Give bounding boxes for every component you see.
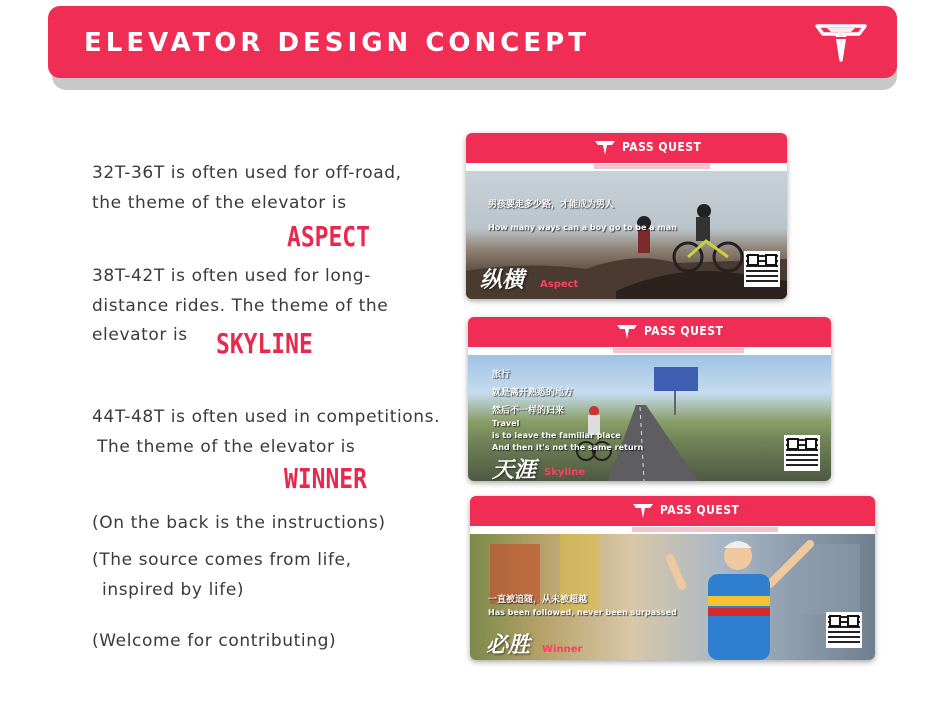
- caption-cn-line3: 然后不一样的归来: [492, 406, 565, 416]
- card-subheader: [466, 163, 787, 171]
- photo-road-rider: [468, 355, 831, 481]
- qr-code-icon: [744, 251, 780, 287]
- text-offroad-line1: 32T-36T is often used for off-road,: [92, 163, 402, 183]
- text-longdistance-line3: elevator is: [92, 325, 188, 345]
- caption-cn-line2: 就是离开熟悉的地方: [492, 388, 574, 398]
- qr-code-icon: [826, 612, 862, 648]
- text-competition-line1: 44T-48T is often used in competitions.: [92, 407, 441, 427]
- caption-cn: 一直被追随，从未被超越: [488, 595, 588, 605]
- theme-cn-aspect: 纵横: [480, 267, 525, 293]
- card-subheader: [470, 526, 875, 534]
- text-longdistance-line1: 38T-42T is often used for long-: [92, 266, 371, 286]
- card-header: [468, 317, 831, 347]
- photo-winning-cyclist: [470, 534, 875, 660]
- theme-winner: WINNER: [284, 462, 367, 495]
- theme-skyline: SKYLINE: [216, 327, 313, 360]
- caption-en: How many ways can a boy go to be a man: [488, 223, 677, 232]
- card-title: PASS QUEST: [644, 324, 724, 338]
- card-skyline: [468, 317, 831, 481]
- text-source-line2: inspired by life): [102, 580, 245, 600]
- text-competition-line2: The theme of the elevator is: [97, 437, 356, 457]
- theme-cn-winner: 必胜: [486, 632, 531, 658]
- text-offroad-line2: the theme of the elevator is: [92, 193, 347, 213]
- theme-en-skyline: Skyline: [544, 467, 586, 478]
- text-source-line1: (The source comes from life,: [92, 550, 352, 570]
- card-aspect: [466, 133, 787, 299]
- theme-cn-skyline: 天涯: [492, 457, 537, 481]
- card-title: PASS QUEST: [660, 503, 740, 517]
- caption-cn: 男孩要走多少路，才能成为男人: [488, 200, 615, 210]
- tt-brand-logo-icon: [813, 20, 869, 64]
- card-header: [466, 133, 787, 163]
- title-banner: [48, 6, 897, 78]
- caption-en-line3: And then it's not the same return: [492, 443, 644, 452]
- caption-en-line1: Travel: [492, 419, 520, 428]
- caption-en: Has been followed, never been surpassed: [488, 608, 677, 617]
- photo-offroad-kids: [466, 171, 787, 299]
- card-winner: [470, 496, 875, 660]
- qr-code-icon: [784, 435, 820, 471]
- page-title: ELEVATOR DESIGN CONCEPT: [84, 28, 590, 58]
- theme-aspect: ASPECT: [287, 220, 370, 253]
- caption-cn-line1: 旅行: [492, 370, 511, 380]
- text-longdistance-line2: distance rides. The theme of the: [92, 296, 389, 316]
- text-contributing: (Welcome for contributing): [92, 631, 337, 651]
- tt-logo-icon: [616, 323, 638, 340]
- theme-en-winner: Winner: [542, 644, 583, 655]
- text-back-instructions: (On the back is the instructions): [92, 513, 386, 533]
- caption-en-line2: is to leave the familiar place: [492, 431, 621, 440]
- card-title: PASS QUEST: [622, 140, 702, 154]
- tt-logo-icon: [632, 502, 654, 519]
- card-header: [470, 496, 875, 526]
- tt-logo-icon: [594, 139, 616, 156]
- card-subheader: [468, 347, 831, 355]
- theme-en-aspect: Aspect: [540, 279, 579, 290]
